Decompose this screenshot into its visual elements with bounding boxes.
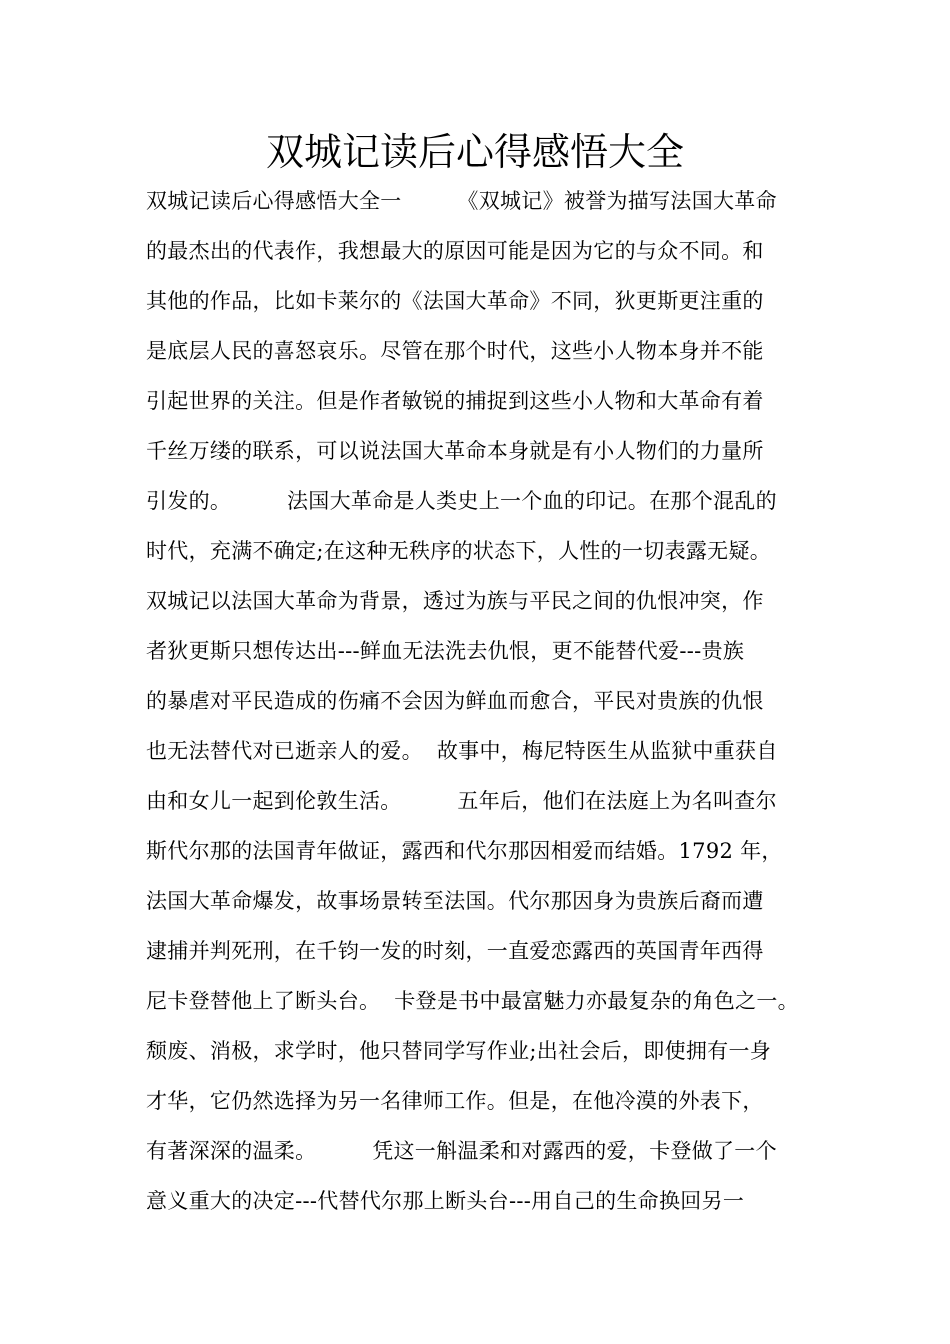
text-line: 的最杰出的代表作，我想最大的原因可能是因为它的与众不同。和 — [146, 239, 764, 263]
text-line: 双城记以法国大革命为背景，透过为族与平民之间的仇恨冲突，作 — [146, 589, 764, 613]
document-title: 双城记读后心得感悟大全 — [265, 130, 684, 174]
text-line: 双城记读后心得感悟大全一 《双城记》被誉为描写法国大革命 — [146, 189, 777, 213]
text-line: 也无法替代对已逝亲人的爱。 故事中，梅尼特医生从监狱中重获自 — [146, 739, 778, 763]
text-line: 是底层人民的喜怒哀乐。尽管在那个时代，这些小人物本身并不能 — [146, 339, 764, 363]
text-line: 才华，它仍然选择为另一名律师工作。但是，在他冷漠的外表下， — [146, 1089, 764, 1113]
text-line: 其他的作品，比如卡莱尔的《法国大革命》不同，狄更斯更注重的 — [146, 289, 764, 313]
text-line: 者狄更斯只想传达出---鲜血无法洗去仇恨，更不能替代爱---贵族 — [146, 639, 745, 663]
text-line: 意义重大的决定---代替代尔那上断头台---用自己的生命换回另一 — [146, 1189, 745, 1213]
text-line: 引起世界的关注。但是作者敏锐的捕捉到这些小人物和大革命有着 — [146, 389, 764, 413]
text-line: 引发的。 法国大革命是人类史上一个血的印记。在那个混乱的 — [146, 489, 777, 513]
document-body — [146, 176, 846, 1226]
text-line: 逮捕并判死刑，在千钧一发的时刻，一直爱恋露西的英国青年西得 — [146, 939, 764, 963]
text-line: 斯代尔那的法国青年做证，露西和代尔那因相爱而结婚。1792 年， — [146, 839, 783, 863]
text-line: 法国大革命爆发，故事场景转至法国。代尔那因身为贵族后裔而遭 — [146, 889, 764, 913]
text-line: 尼卡登替他上了断头台。 卡登是书中最富魅力亦最复杂的角色之一。 — [146, 989, 799, 1013]
text-line: 时代，充满不确定;在这种无秩序的状态下，人性的一切表露无疑。 — [146, 539, 772, 563]
text-line: 有著深深的温柔。 凭这一斛温柔和对露西的爱，卡登做了一个 — [146, 1139, 777, 1163]
text-line: 千丝万缕的联系，可以说法国大革命本身就是有小人物们的力量所 — [146, 439, 764, 463]
text-line: 由和女儿一起到伦敦生活。 五年后，他们在法庭上为名叫查尔 — [146, 789, 777, 813]
text-line: 颓废、消极，求学时，他只替同学写作业;出社会后，即使拥有一身 — [146, 1039, 772, 1063]
text-line: 的暴虐对平民造成的伤痛不会因为鲜血而愈合，平民对贵族的仇恨 — [146, 689, 764, 713]
